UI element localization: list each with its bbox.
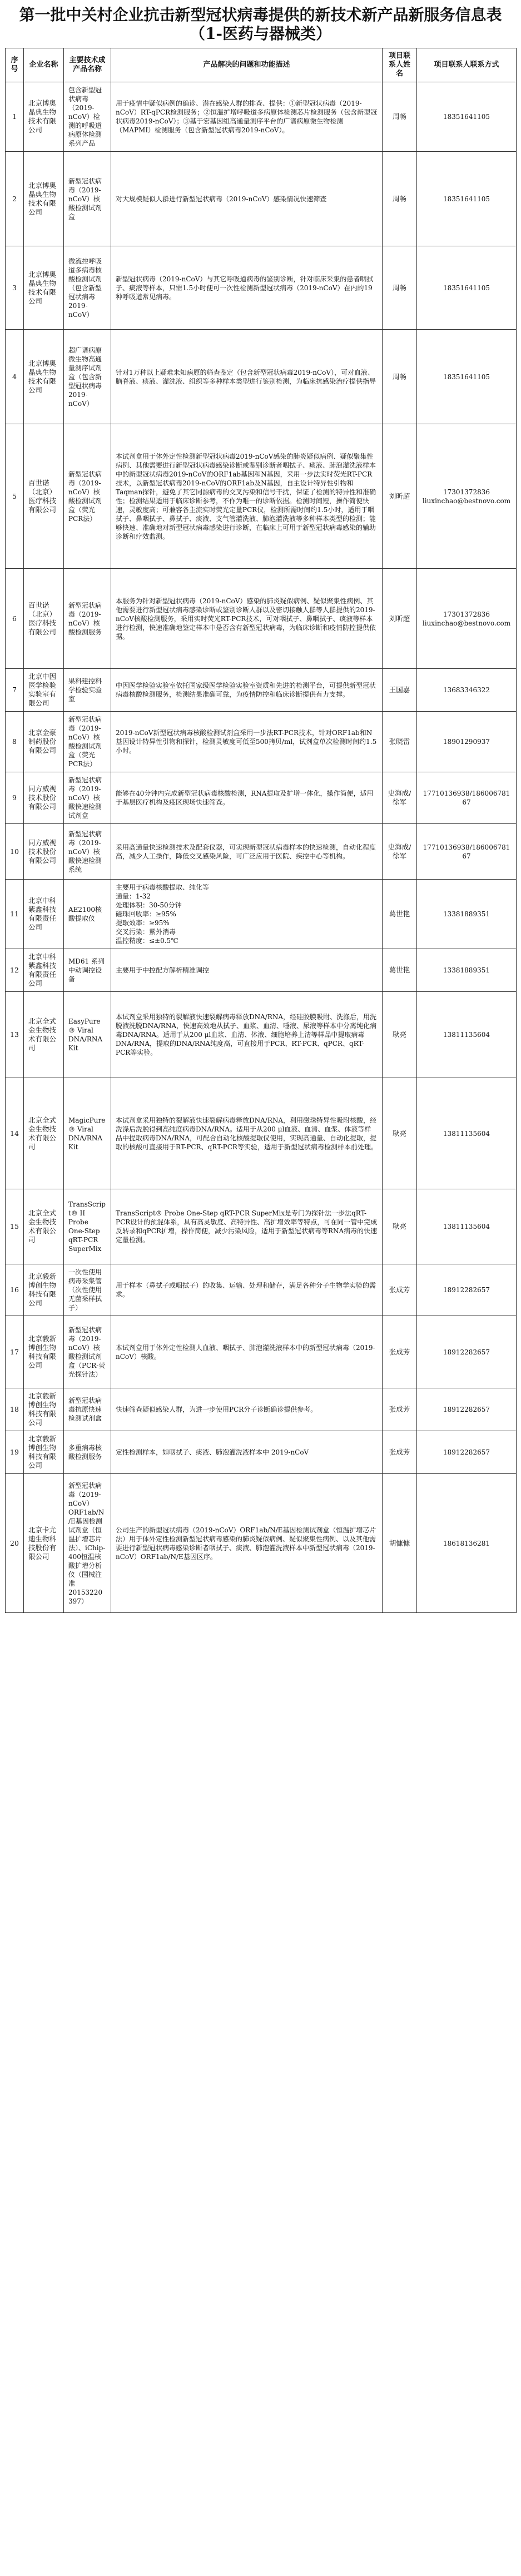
row-index: 11 bbox=[6, 880, 24, 949]
table-body bbox=[6, 82, 517, 1613]
row-contact-name: 张成芳 bbox=[383, 1388, 417, 1431]
row-description: 采用高通量快速检测技术及配套仪器，可实现新型冠状病毒样本的快速检测，自动化程度高，减少人工操作，降低交叉感染风险，可广泛应用于医院、疾控中心等机构。 bbox=[111, 824, 383, 880]
table-row bbox=[6, 1078, 517, 1189]
row-contact-name: 史海成/徐军 bbox=[383, 824, 417, 880]
row-description: 本试剂盒用于体外定性检测人血液、咽拭子、肺泡灌洗液样本中的新型冠状病毒（2019-nCoV）核酸。 bbox=[111, 1316, 383, 1388]
row-contact-phone: 18351641105 bbox=[417, 246, 517, 330]
row-description: 快速筛查疑似感染人群，为进一步使用PCR分子诊断确诊提供参考。 bbox=[111, 1388, 383, 1431]
row-description: TransScript® Probe One-Step qRT-PCR SuperMix是专门为探针法一步法qRT-PCR设计的预混体系，具有高灵敏度、高特异性、高扩增效率等特点，可在同一管中完成反转录和qPCR扩增，操作简便，减少污染风险，适用于新型冠状病毒等RNA病毒的快速定量检测。 bbox=[111, 1189, 383, 1264]
row-company: 北京毅新博创生物科技有限公司 bbox=[24, 1388, 64, 1431]
row-index: 5 bbox=[6, 424, 24, 569]
table-row bbox=[6, 1431, 517, 1474]
header-desc: 产品解决的问题和功能描述 bbox=[111, 48, 383, 82]
row-company: 北京金豪制药股份有限公司 bbox=[24, 712, 64, 772]
row-company: 北京中科紫鑫科技有限责任公司 bbox=[24, 880, 64, 949]
row-product: MD61 系列中动调控设备 bbox=[64, 949, 111, 992]
row-contact-phone: 18912282657 bbox=[417, 1431, 517, 1474]
row-contact-phone: 18618136281 bbox=[417, 1474, 517, 1613]
row-contact-name: 周畅 bbox=[383, 330, 417, 424]
row-contact-name: 王国嘉 bbox=[383, 669, 417, 712]
row-index: 16 bbox=[6, 1264, 24, 1316]
row-product: MagicPure® Viral DNA/RNA Kit bbox=[64, 1078, 111, 1189]
row-product: 超广谱病原微生物高通量测序试剂盒（包含新型冠状病毒2019-nCoV） bbox=[64, 330, 111, 424]
row-contact-name: 史海成/徐军 bbox=[383, 772, 417, 824]
row-company: 北京卡尤迪生物科技股份有限公司 bbox=[24, 1474, 64, 1613]
table-row bbox=[6, 949, 517, 992]
table-row bbox=[6, 246, 517, 330]
table-row bbox=[6, 712, 517, 772]
row-product: 微流控呼吸道多病毒核酸检测试剂（包含新型冠状病毒2019-nCoV） bbox=[64, 246, 111, 330]
page bbox=[5, 6, 516, 1613]
row-contact-phone: 18351641105 bbox=[417, 330, 517, 424]
table-row bbox=[6, 1264, 517, 1316]
row-contact-phone: 18351641105 bbox=[417, 82, 517, 152]
row-index: 4 bbox=[6, 330, 24, 424]
row-contact-name: 张成芳 bbox=[383, 1316, 417, 1388]
row-description: 本试剂盒用于体外定性检测新型冠状病毒2019-nCoV感染的肺炎疑似病例、疑似聚集性病例、其他需要进行新型冠状病毒感染诊断或鉴别诊断者咽拭子、痰液、肺泡灌洗液样本中的新型冠状病毒2019-nCoV的ORF1ab基因和N基因，采用一步法实时荧光RT-PCR技术，以新型冠状病毒2019-nCoV的ORF1ab及N基因，自主设计特异性引物和Taqman探针，避免了其它同源病毒的交叉污染和信号干扰，保证了检测的特异性和准确性；检测结果适用于临床诊断参考，不作为唯一的诊断依据。检测时间短，操作简便快速，灵敏度高；可兼容各主流实时荧光定量PCR仪，检测所需时间约1.5小时，适用于咽拭子、鼻咽拭子、鼻拭子、痰液、支气管灌洗液、肺泡灌洗液等多种样本类型的检测；能够快速、准确地对新型冠状病毒感染进行诊断，在临床上可用于新型冠状病毒感染的辅助诊断和疗效监测。 bbox=[111, 424, 383, 569]
row-contact-phone: 18912282657 bbox=[417, 1388, 517, 1431]
row-company: 同方威视技术股份有限公司 bbox=[24, 824, 64, 880]
row-company: 北京全式金生物技术有限公司 bbox=[24, 992, 64, 1078]
row-description: 本试剂盒采用独特的裂解液快速裂解病毒释放DNA/RNA，经硅胶膜吸附、洗涤后，用洗脱液洗脱DNA/RNA，快速高效地从拭子、血浆、血清、唾液、尿液等样本中分离纯化病毒DNA/RNA。适用于从200 μl血浆、血清、体液、细胞培养上清等样品中提取病毒DNA/RNA，提取的DNA/RNA纯度高，可直接用于PCR、RT-PCR、qPCR、qRT-PCR等实验。 bbox=[111, 992, 383, 1078]
table-row bbox=[6, 772, 517, 824]
row-product: 新型冠状病毒（2019-nCoV）ORF1ab/N/E基因检测试剂盒（恒温扩增芯片法）、iChip-400恒温核酸扩增分析仪（国械注准20153220397） bbox=[64, 1474, 111, 1613]
row-product: 新型冠状病毒抗原快速检测试剂盒 bbox=[64, 1388, 111, 1431]
row-index: 9 bbox=[6, 772, 24, 824]
row-description: 用于样本（鼻拭子或咽拭子）的收集、运输、处理和储存，满足各种分子生物学实验的需求。 bbox=[111, 1264, 383, 1316]
row-contact-name: 刘昕超 bbox=[383, 424, 417, 569]
table-row bbox=[6, 824, 517, 880]
header-product: 主要技术成产品名称 bbox=[64, 48, 111, 82]
row-company: 同方威视技术股份有限公司 bbox=[24, 772, 64, 824]
row-contact-phone: 18901290937 bbox=[417, 712, 517, 772]
row-contact-name: 葛世艳 bbox=[383, 949, 417, 992]
row-contact-name: 耿亮 bbox=[383, 992, 417, 1078]
row-description: 公司生产的新型冠状病毒（2019-nCoV）ORF1ab/N/E基因检测试剂盒（恒温扩增芯片法）用于体外定性检测新型冠状病毒感染的肺炎疑似病例、疑似聚集性病例、以及其他需要进行新型冠状病毒感染诊断者咽拭子、痰液、肺泡灌洗液样本中新型冠状病毒（2019-nCoV）ORF1ab/N/E基因区序。 bbox=[111, 1474, 383, 1613]
row-contact-name: 胡慷慷 bbox=[383, 1474, 417, 1613]
row-contact-name: 张成芳 bbox=[383, 1264, 417, 1316]
row-contact-phone: 13381889351 bbox=[417, 880, 517, 949]
header-contact: 项目联系人姓名 bbox=[383, 48, 417, 82]
row-product: 新型冠状病毒（2019-nCoV）核酸检测试剂盒（PCR-荧光探针法） bbox=[64, 1316, 111, 1388]
table-row bbox=[6, 669, 517, 712]
table-row bbox=[6, 1316, 517, 1388]
table-header-row bbox=[6, 48, 517, 82]
row-company: 北京博奥晶典生物技术有限公司 bbox=[24, 246, 64, 330]
row-description: 新型冠状病毒（2019-nCoV）与其它呼吸道病毒的鉴别诊断，针对临床采集的患者咽拭子、痰液等样本，只需1.5小时便可一次性检测新型冠状病毒（2019-nCoV）在内的19种呼吸道常见病毒。 bbox=[111, 246, 383, 330]
row-contact-phone: 13811135604 bbox=[417, 992, 517, 1078]
row-description: 定性检测样本，如咽拭子、痰液、肺泡灌洗液样本中 2019-nCoV bbox=[111, 1431, 383, 1474]
row-description: 用于疫情中疑似病例的确诊、潜在感染人群的排查、提供：①新型冠状病毒（2019-nCoV）RT-qPCR检测服务；②恒温扩增呼吸道多病原体检测芯片检测服务（包含新型冠状病毒2019-nCoV）；③基于宏基因组高通量测序平台的广谱病原微生物检测（MAPMI）检测服务（包含新型冠状病毒2019-nCoV）。 bbox=[111, 82, 383, 152]
row-company: 百世诺（北京）医疗科技有限公司 bbox=[24, 569, 64, 669]
row-index: 14 bbox=[6, 1078, 24, 1189]
row-contact-name: 周畅 bbox=[383, 152, 417, 246]
row-index: 19 bbox=[6, 1431, 24, 1474]
row-company: 北京毅新博创生物科技有限公司 bbox=[24, 1316, 64, 1388]
row-product: 多重病毒核酸检测服务 bbox=[64, 1431, 111, 1474]
row-product: 包含新型冠状病毒（2019-nCoV）检测的呼吸道病原体检测系列产品 bbox=[64, 82, 111, 152]
row-company: 北京全式金生物技术有限公司 bbox=[24, 1189, 64, 1264]
row-index: 17 bbox=[6, 1316, 24, 1388]
row-description: 本试剂盒采用独特的裂解液快速裂解病毒释放DNA/RNA，利用磁珠特异性吸附核酸，经洗涤后洗脱得到高纯度病毒DNA/RNA。适用于从200 μl血液、血清、血浆、体液等样品中提取病毒DNA/RNA，可配合自动化核酸提取仪使用，实现高通量、自动化提取，提取的核酸可直接用于RT-PCR、qRT-PCR等实验，适用于新型冠状病毒检测样本前处理。 bbox=[111, 1078, 383, 1189]
table-row bbox=[6, 1474, 517, 1613]
row-company: 北京全式金生物技术有限公司 bbox=[24, 1078, 64, 1189]
row-index: 20 bbox=[6, 1474, 24, 1613]
row-index: 15 bbox=[6, 1189, 24, 1264]
header-phone: 项目联系人联系方式 bbox=[417, 48, 517, 82]
row-index: 10 bbox=[6, 824, 24, 880]
table-row bbox=[6, 82, 517, 152]
row-contact-phone: 17301372836 liuxinchao@bestnovo.com bbox=[417, 424, 517, 569]
row-company: 北京博奥晶典生物技术有限公司 bbox=[24, 152, 64, 246]
row-product: 新型冠状病毒（2019-nCoV）核酸检测试剂盒（荧光PCR法） bbox=[64, 712, 111, 772]
row-index: 2 bbox=[6, 152, 24, 246]
row-contact-name: 周畅 bbox=[383, 82, 417, 152]
row-description: 2019-nCoV新型冠状病毒核酸检测试剂盒采用一步法RT-PCR技术，针对ORF1ab和N基因设计特异性引物和探针，检测灵敏度可低至500拷贝/ml，试剂盒单次检测时间约1.5小时。 bbox=[111, 712, 383, 772]
row-index: 12 bbox=[6, 949, 24, 992]
row-contact-phone: 17301372836 liuxinchao@bestnovo.com bbox=[417, 569, 517, 669]
table-row bbox=[6, 330, 517, 424]
row-company: 北京中因医学检验实验室有限公司 bbox=[24, 669, 64, 712]
row-description: 主要用于中控配方解析精准调控 bbox=[111, 949, 383, 992]
row-index: 8 bbox=[6, 712, 24, 772]
row-index: 1 bbox=[6, 82, 24, 152]
table-row bbox=[6, 152, 517, 246]
row-contact-phone: 17710136938/18600678167 bbox=[417, 824, 517, 880]
row-contact-name: 耿亮 bbox=[383, 1078, 417, 1189]
row-product: 新型冠状病毒（2019-nCoV）核酸快速检测试剂盒 bbox=[64, 772, 111, 824]
row-contact-phone: 13683346322 bbox=[417, 669, 517, 712]
row-contact-name: 刘昕超 bbox=[383, 569, 417, 669]
header-company: 企业名称 bbox=[24, 48, 64, 82]
table-row bbox=[6, 992, 517, 1078]
row-description: 主要用于病毒核酸提取、纯化等 通量：1-32 处理体积：30-50分钟 磁珠回收率：≥95% 提取效率：≥95% 交叉污染：紫外消毒 温控精度：≤±0.5℃ bbox=[111, 880, 383, 949]
row-company: 北京博奥晶典生物技术有限公司 bbox=[24, 330, 64, 424]
row-product: 新型冠状病毒（2019-nCoV）核酸检测服务 bbox=[64, 569, 111, 669]
row-contact-name: 周畅 bbox=[383, 246, 417, 330]
row-product: 一次性使用病毒采集管（次性使用无菌采样拭子） bbox=[64, 1264, 111, 1316]
row-contact-name: 葛世艳 bbox=[383, 880, 417, 949]
row-product: AE2100核酸提取仪 bbox=[64, 880, 111, 949]
row-contact-name: 耿亮 bbox=[383, 1189, 417, 1264]
table-row bbox=[6, 424, 517, 569]
row-company: 百世诺（北京）医疗科技有限公司 bbox=[24, 424, 64, 569]
row-description: 对大规模疑似人群进行新型冠状病毒（2019-nCoV）感染情况快速筛查 bbox=[111, 152, 383, 246]
row-contact-phone: 18912282657 bbox=[417, 1316, 517, 1388]
row-product: EasyPure® Viral DNA/RNA Kit bbox=[64, 992, 111, 1078]
row-index: 3 bbox=[6, 246, 24, 330]
row-contact-phone: 13811135604 bbox=[417, 1078, 517, 1189]
row-description: 中因医学检验实验室依托国家级医学检验实验室资质和先进的检测平台，可提供新型冠状病毒核酸检测服务，检测结果准确可靠，为疫情防控和临床诊断提供有力支撑。 bbox=[111, 669, 383, 712]
table-row bbox=[6, 569, 517, 669]
row-description: 本服务为针对新型冠状病毒（2019-nCoV）感染的肺炎疑似病例、疑似聚集性病例、其他需要进行新型冠状病毒感染诊断或鉴别诊断人群以及密切接触人群等人群提供的2019-nCoV核酸检测服务，采用实时荧光RT-PCR技术，可对咽拭子、鼻咽拭子、痰液等样本进行检测，快速准确地鉴定样本中是否含有新型冠状病毒，为临床诊断和疫情防控提供依据。 bbox=[111, 569, 383, 669]
row-contact-phone: 17710136938/18600678167 bbox=[417, 772, 517, 824]
row-index: 18 bbox=[6, 1388, 24, 1431]
row-index: 7 bbox=[6, 669, 24, 712]
row-company: 北京中科紫鑫科技有限责任公司 bbox=[24, 949, 64, 992]
row-product: TransScript® II Probe One-Step qRT-PCR SuperMix bbox=[64, 1189, 111, 1264]
row-contact-name: 张晓雷 bbox=[383, 712, 417, 772]
row-company: 北京毅新博创生物科技有限公司 bbox=[24, 1264, 64, 1316]
row-contact-phone: 13381889351 bbox=[417, 949, 517, 992]
row-company: 北京博奥晶典生物技术有限公司 bbox=[24, 82, 64, 152]
row-index: 13 bbox=[6, 992, 24, 1078]
row-product: 新型冠状病毒（2019-nCoV）核酸检测试剂盒（荧光PCR法） bbox=[64, 424, 111, 569]
row-description: 能够在40分钟内完成新型冠状病毒核酸检测，RNA提取及扩增一体化，操作简便，适用于基层医疗机构及疫区现场快速筛查。 bbox=[111, 772, 383, 824]
page-title: 第一批中关村企业抗击新型冠状病毒提供的新技术新产品新服务信息表（1-医药与器械类） bbox=[19, 6, 502, 43]
row-product: 果科建控科学检验实验室 bbox=[64, 669, 111, 712]
row-company: 北京毅新博创生物科技有限公司 bbox=[24, 1431, 64, 1474]
row-contact-phone: 18351641105 bbox=[417, 152, 517, 246]
table-row bbox=[6, 1388, 517, 1431]
row-contact-name: 张成芳 bbox=[383, 1431, 417, 1474]
row-index: 6 bbox=[6, 569, 24, 669]
row-description: 针对1万种以上疑难未知病原的筛查鉴定（包含新型冠状病毒2019-nCoV），可对血液、脑脊液、痰液、灌洗液、组织等多种样本类型进行鉴别检测，为临床抗感染治疗提供指导 bbox=[111, 330, 383, 424]
row-contact-phone: 18912282657 bbox=[417, 1264, 517, 1316]
table-row bbox=[6, 1189, 517, 1264]
table-row bbox=[6, 880, 517, 949]
row-contact-phone: 13811135604 bbox=[417, 1189, 517, 1264]
row-product: 新型冠状病毒（2019-nCoV）核酸检测试剂盒 bbox=[64, 152, 111, 246]
info-table bbox=[5, 48, 517, 1613]
header-idx: 序号 bbox=[6, 48, 24, 82]
row-product: 新型冠状病毒（2019-nCoV）核酸快速检测系统 bbox=[64, 824, 111, 880]
